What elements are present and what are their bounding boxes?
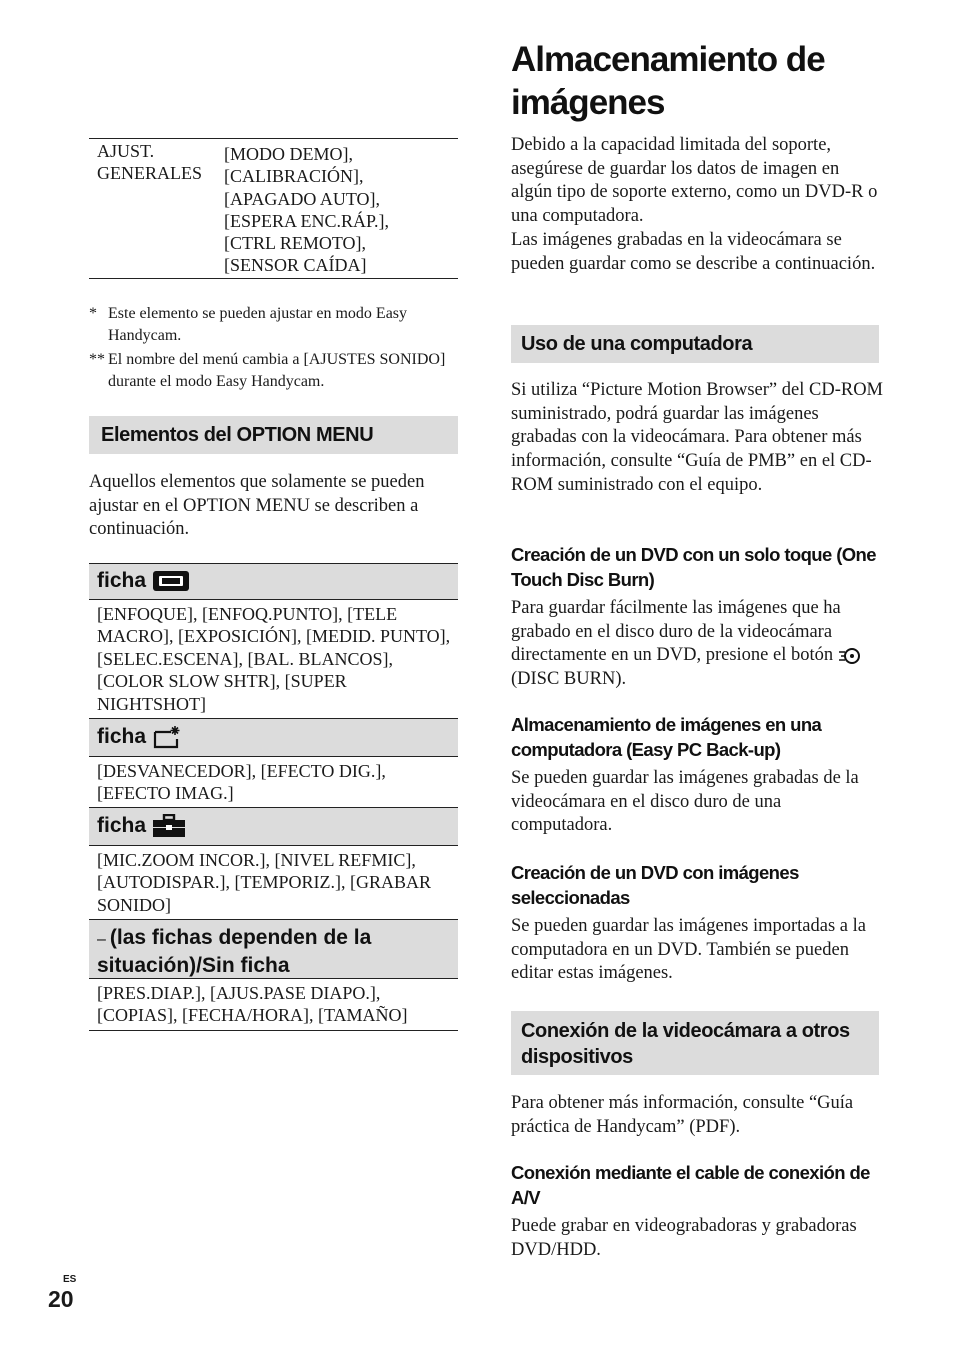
language-code: ES — [63, 1274, 77, 1285]
footnote-mark: ** — [89, 351, 105, 368]
intro-paragraph: Las imágenes grabadas en la videocámara se pueden guardar como se describe a continuación. — [511, 230, 876, 274]
tab-body: [PRES.DIAP.], [AJUS.PASE DIAPO.], [COPIAS], [FECHA/HORA], [TAMAÑO] — [97, 983, 408, 1026]
subsection-heading: Almacenamiento de imágenes en una computadora (Easy PC Back-up) — [511, 714, 822, 760]
subsection-text: Puede grabar en videograbadoras y grabadoras DVD/HDD. — [511, 1216, 857, 1260]
subsection-text: Se pueden guardar las imágenes importadas a la computadora en un DVD. También se pueden editar estas imágenes. — [511, 916, 866, 984]
tab-body: [ENFOQUE], [ENFOQ.PUNTO], [TELE MACRO], [EXPOSICIÓN], [MEDID. PUNTO], [SELEC.ESCENA], [BAL. BLANCOS], [COLOR SLOW SHTR], [SUPER NIGHTSHOT] — [97, 604, 451, 714]
settings-value: [CALIBRACIÓN], — [224, 166, 364, 187]
settings-value: [APAGADO AUTO], — [224, 188, 381, 209]
option-menu-heading-band — [89, 416, 458, 454]
tab-rule — [89, 1030, 458, 1031]
tab-header-context — [89, 920, 458, 978]
tab-header-camera — [89, 564, 458, 599]
table-top-rule — [89, 138, 458, 139]
section-text: Si utiliza “Picture Motion Browser” del CD-ROM suministrado, podrá guardar las imágenes grabadas con la videocámara. Para obtener más información, consulte “Guía de PMB” en el CD-ROM suministrado con el equipo. — [511, 380, 884, 495]
toolbox-tab-icon — [152, 814, 186, 838]
tab-header-effects — [89, 719, 458, 756]
tab-label: ficha — [97, 569, 147, 592]
tab-label-prefix: – — [97, 931, 106, 948]
subsection-heading: Conexión mediante el cable de conexión de A/V — [511, 1162, 870, 1208]
option-menu-intro: Aquellos elementos que solamente se pueden ajustar en el OPTION MENU se describen a continuación. — [89, 472, 425, 539]
tab-label: (las fichas dependen de la situación)/Sin ficha — [97, 926, 372, 977]
tab-body: [DESVANECEDOR], [EFECTO DIG.], [EFECTO IMAG.] — [97, 761, 386, 804]
one-touch-text: Para guardar fácilmente las imágenes que ha grabado en el disco duro de la videocámara directamente en un DVD, presione el botón — [511, 598, 841, 666]
subsection-text — [511, 597, 883, 692]
one-touch-text-end: (DISC BURN). — [511, 669, 627, 690]
tab-label: ficha — [97, 725, 147, 749]
footnote-text: El nombre del menú cambia a [AJUSTES SONIDO] durante el modo Easy Handycam. — [108, 351, 446, 390]
tab-body: [MIC.ZOOM INCOR.], [NIVEL REFMIC], [AUTODISPAR.], [TEMPORIZ.], [GRABAR SONIDO] — [97, 850, 432, 915]
tab-rule — [89, 756, 458, 757]
section-heading: Conexión de la videocámara a otros dispositivos — [521, 1020, 850, 1068]
tab-header-toolbox — [89, 808, 458, 845]
footnote-text: Este elemento se pueden ajustar en modo Easy Handycam. — [108, 305, 408, 344]
disc-burn-icon — [838, 645, 862, 665]
table-bottom-rule — [89, 278, 458, 279]
page-title: Almacenamiento de imágenes — [511, 40, 825, 122]
tab-label: ficha — [97, 814, 147, 838]
effects-tab-icon — [152, 725, 182, 749]
page-number: 20 — [48, 1286, 74, 1312]
footnote — [89, 303, 459, 346]
settings-value: [ESPERA ENC.RÁP.], — [224, 210, 390, 231]
tab-rule — [89, 599, 458, 600]
section-heading: Uso de una computadora — [521, 333, 753, 355]
settings-table-key: AJUST. GENERALES — [97, 141, 202, 183]
settings-value: [CTRL REMOTO], — [224, 233, 366, 254]
option-menu-heading: Elementos del OPTION MENU — [101, 424, 374, 446]
devices-heading-band — [511, 1011, 879, 1075]
footnote — [89, 349, 459, 392]
intro-paragraph: Debido a la capacidad limitada del soporte, asegúrese de guardar los datos de imagen en algún tipo de soporte externo, como un DVD-R o una computadora. — [511, 135, 878, 227]
tab-rule — [89, 978, 458, 979]
settings-value: [SENSOR CAÍDA] — [224, 255, 367, 276]
subsection-heading: Creación de un DVD con un solo toque (One Touch Disc Burn) — [511, 544, 876, 590]
section-text: Para obtener más información, consulte “Guía práctica de Handycam” (PDF). — [511, 1093, 854, 1137]
settings-table-values — [224, 143, 454, 277]
tab-rule — [89, 845, 458, 846]
settings-value: [MODO DEMO], — [224, 144, 353, 164]
subsection-text: Se pueden guardar las imágenes grabadas de la videocámara en el disco duro de una computadora. — [511, 768, 859, 836]
camera-tab-icon — [152, 569, 190, 593]
footnote-mark: * — [89, 305, 97, 322]
computer-heading-band — [511, 325, 879, 363]
subsection-heading: Creación de un DVD con imágenes seleccionadas — [511, 862, 799, 908]
